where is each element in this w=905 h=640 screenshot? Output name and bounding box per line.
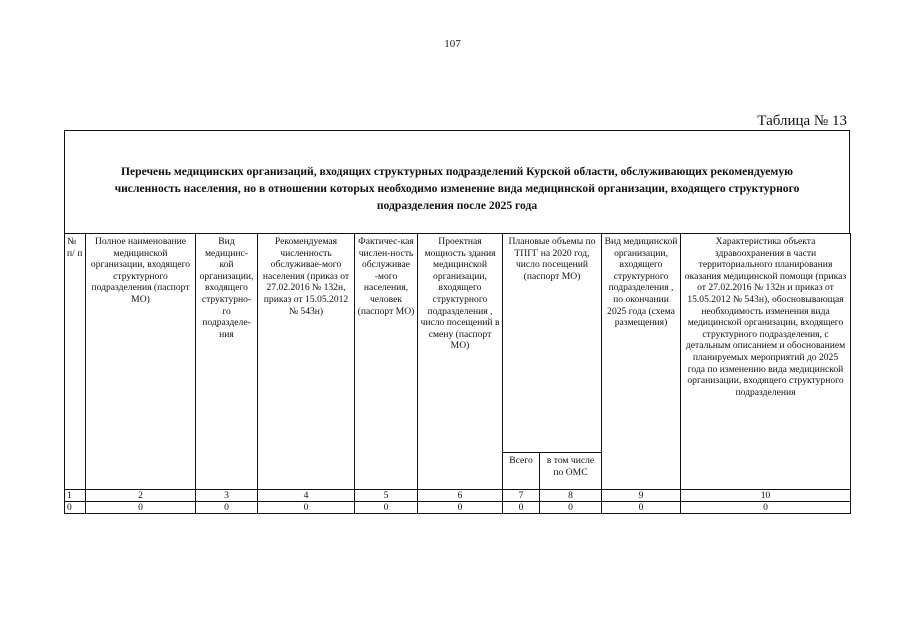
organizations-table xyxy=(64,233,851,514)
header-cell-number: № п/ п xyxy=(65,234,86,490)
column-number-cell: 6 xyxy=(418,490,503,502)
column-number-cell: 8 xyxy=(540,490,602,502)
header-cell-type-2025: Вид медицинской организации, входящего структурного подразделения , по окончании 2025 года (схема размещения) xyxy=(602,234,681,490)
header-cell-planned-volumes: Плановые объемы по ТПГГ на 2020 год, число посещений (паспорт МО) xyxy=(503,234,602,453)
header-cell-capacity: Проектная мощность здания медицинской организации, входящего структурного подразделения , число посещений в смену (паспорт МО) xyxy=(418,234,503,490)
table-cell: 0 xyxy=(602,502,681,514)
document-title: Перечень медицинских организаций, входящих структурных подразделений Курской области, обслуживающих рекомендуемую численность населения, но в отношении которых необходимо изменение вида медицинской организации, входящего структурного подразделения после 2025 года xyxy=(114,165,800,212)
column-number-cell: 4 xyxy=(258,490,355,502)
table-cell: 0 xyxy=(196,502,258,514)
table-cell: 0 xyxy=(503,502,540,514)
column-number-cell: 5 xyxy=(355,490,418,502)
column-number-cell: 7 xyxy=(503,490,540,502)
header-cell-recommended-population: Рекомендуемая численность обслуживае-мого населения (приказ от 27.02.2016 № 132н, приказ от 15.05.2012 № 543н) xyxy=(258,234,355,490)
column-number-cell: 10 xyxy=(681,490,851,502)
page-number: 107 xyxy=(444,38,461,50)
title-box xyxy=(64,130,850,233)
column-number-cell: 9 xyxy=(602,490,681,502)
column-number-cell: 1 xyxy=(65,490,86,502)
table-caption: Таблица № 13 xyxy=(757,113,847,129)
table-cell: 0 xyxy=(355,502,418,514)
table-frame xyxy=(64,130,850,516)
table-cell: 0 xyxy=(418,502,503,514)
column-number-cell: 3 xyxy=(196,490,258,502)
header-cell-type: Вид медицинс-кой организации, входящего структурно-го подразделе-ния xyxy=(196,234,258,490)
table-cell: 0 xyxy=(65,502,86,514)
header-row xyxy=(65,234,851,453)
header-cell-name: Полное наименование медицинской организации, входящего структурного подразделения (паспорт МО) xyxy=(86,234,196,490)
table-cell: 0 xyxy=(681,502,851,514)
table-cell: 0 xyxy=(540,502,602,514)
header-cell-actual-population: Фактичес-кая числен-ность обслуживае -мого населения, человек (паспорт МО) xyxy=(355,234,418,490)
column-number-row xyxy=(65,490,851,502)
column-number-cell: 2 xyxy=(86,490,196,502)
subheader-cell-total: Всего xyxy=(503,453,540,490)
table-cell: 0 xyxy=(258,502,355,514)
table-row xyxy=(65,502,851,514)
subheader-cell-oms: в том числе по ОМС xyxy=(540,453,602,490)
table-cell: 0 xyxy=(86,502,196,514)
header-cell-characteristic: Характеристика объекта здравоохранения в части территориального планирования оказания медицинской помощи (приказ от 27.02.2016 № 132н и приказ от 15.05.2012 № 543н), обосновывающая необходимость изменения вида медицинской организации, входящего структурного подразделения, с детальным описанием и обоснованием планируемых мероприятий до 2025 года по изменению вида медицинской организации, входящего структурного подразделения xyxy=(681,234,851,490)
